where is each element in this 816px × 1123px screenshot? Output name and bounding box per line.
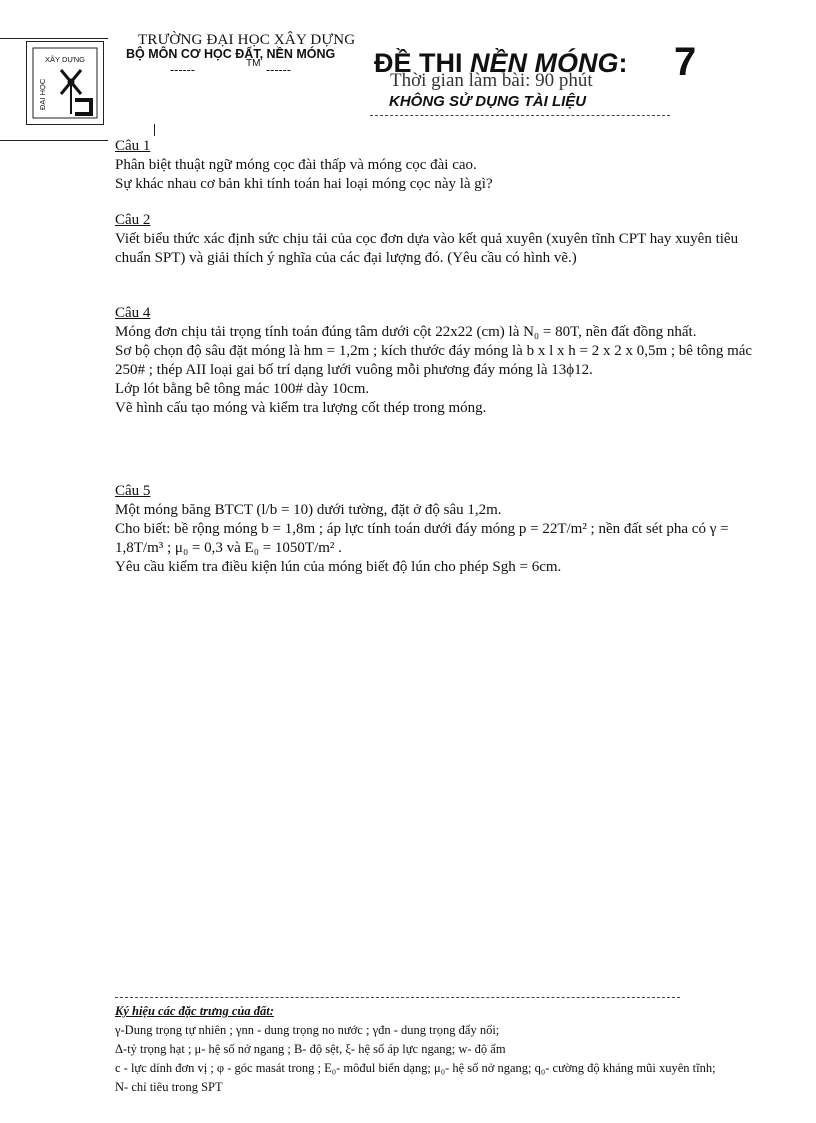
question-heading: Câu 5 xyxy=(115,483,151,499)
question-5 xyxy=(115,482,755,577)
question-line: Lớp lót bằng bê tông mác 100# dày 10cm. xyxy=(115,381,370,397)
question-line: Vẽ hình cấu tạo móng và kiểm tra lượng cốt thép trong móng. xyxy=(115,400,487,416)
no-documents-notice: KHÔNG SỬ DỤNG TÀI LIỆU xyxy=(389,93,587,110)
exam-title: ĐỀ THI NỀN MÓNG: xyxy=(374,48,628,78)
question-heading: Câu 1 xyxy=(115,138,151,154)
question-1 xyxy=(115,137,755,194)
legend-separator xyxy=(115,997,680,998)
legend-title: Ký hiệu các đặc trưng của đất: xyxy=(115,1004,274,1018)
exam-title-part2: NỀN MÓNG xyxy=(470,48,619,78)
question-line: Phân biệt thuật ngữ móng cọc đài thấp và móng cọc đài cao. xyxy=(115,157,477,173)
tm-label: TM xyxy=(246,58,261,69)
question-2 xyxy=(115,211,755,268)
question-line: Yêu cầu kiểm tra điều kiện lún của móng biết độ lún cho phép Sgh = 6cm. xyxy=(115,559,562,575)
question-line: Viết biểu thức xác định sức chịu tải của cọc đơn dựa vào kết quả xuyên (xuyên tĩnh CPT hay xuyên tiêu chuẩn SPT) và giải thích ý nghĩa của các đại lượng đó. (Yêu cầu có hình vẽ.) xyxy=(115,231,739,266)
question-line: Cho biết: bề rộng móng b = 1,8m ; áp lực tính toán dưới đáy móng p = 22T/m² ; nền đất sét pha có γ = 1,8T/m³ ; μ₀ = 0,3 và E₀ = 1050T/m² . xyxy=(115,521,729,556)
header-rule-bottom xyxy=(0,140,108,141)
dashes-right: ------ xyxy=(266,63,291,77)
legend-line: Δ-tỷ trọng hạt ; μ- hệ số nở ngang ; B- độ sệt, ξ- hệ số áp lực ngang; w- độ ẩm xyxy=(115,1042,506,1056)
legend-line: γ-Dung trọng tự nhiên ; γnn - dung trọng no nước ; γđn - dung trọng đẩy nổi; xyxy=(115,1023,500,1037)
question-line: Một móng băng BTCT (l/b = 10) dưới tường, đặt ở độ sâu 1,2m. xyxy=(115,502,502,518)
header-rule-top xyxy=(0,38,108,39)
question-line: Sơ bộ chọn độ sâu đặt móng là hm = 1,2m ; kích thước đáy móng là b x l x h = 2 x 2 x 0,5m ; bê tông mác 250# ; thép AII loại gai bố trí dạng lưới vuông mỗi phương đáy móng là 13ϕ12. xyxy=(115,343,753,378)
legend-line: c - lực dính đơn vị ; φ - góc masát trong ; E₀- môđul biến dạng; μ₀- hệ số nở ngang; q₀- cường độ kháng mũi xuyên tĩnh; N- chỉ tiêu trong SPT xyxy=(115,1061,716,1094)
school-name: TRƯỜNG ĐẠI HỌC XÂY DỰNG xyxy=(138,32,356,48)
university-logo xyxy=(26,41,104,125)
logo-top-text: XÂY DỰNG xyxy=(44,55,86,64)
header-tick xyxy=(154,124,155,136)
exam-number: 7 xyxy=(674,40,697,84)
question-4 xyxy=(115,304,755,418)
title-underline xyxy=(370,115,670,116)
question-heading: Câu 4 xyxy=(115,305,151,321)
logo-side-text: ĐẠI HỌC xyxy=(38,78,47,110)
logo-graphic xyxy=(27,42,103,124)
question-line: Móng đơn chịu tải trọng tính toán đúng tâm dưới cột 22x22 (cm) là N₀ = 80T, nền đất đồng nhất. xyxy=(115,324,697,340)
exam-title-part1: ĐỀ THI xyxy=(374,48,463,78)
question-heading: Câu 2 xyxy=(115,212,151,228)
department-name: BỘ MÔN CƠ HỌC ĐẤT, NỀN MÓNG xyxy=(126,47,336,61)
soil-legend xyxy=(115,1002,725,1097)
dashes-left: ------ xyxy=(170,63,195,77)
exam-time: Thời gian làm bài: 90 phút xyxy=(390,70,593,91)
question-line: Sự khác nhau cơ bản khi tính toán hai loại móng cọc này là gì? xyxy=(115,176,493,192)
